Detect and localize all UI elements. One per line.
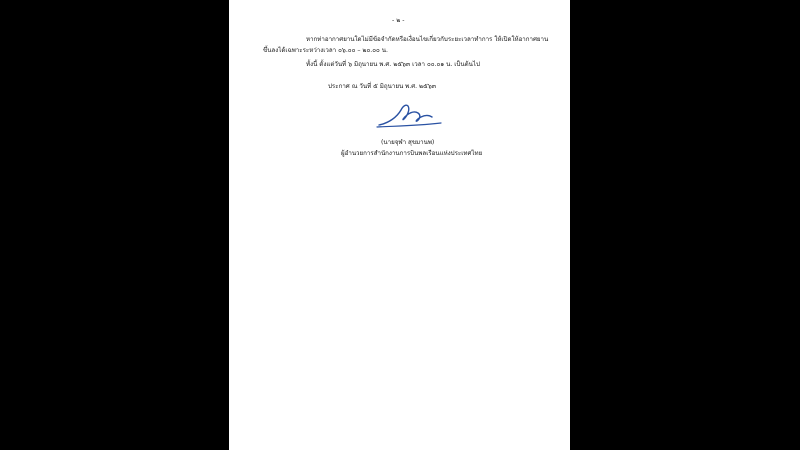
page-number: - ๒ -: [392, 17, 405, 24]
signature-stroke-underline: [377, 123, 441, 127]
paragraph-2: ทั้งนี้ ตั้งแต่วันที่ ๖ มิถุนายน พ.ศ. ๒๕๖๓ เวลา ๐๐.๐๑ น. เป็นต้นไป: [306, 61, 480, 68]
signature: [375, 101, 445, 129]
signer-title: ผู้อำนวยการสำนักงานการบินพลเรือนแห่งประเทศไทย: [341, 150, 483, 157]
signature-stroke-main: [379, 105, 432, 125]
paragraph-1-line-2: ขึ้นลงได้เฉพาะระหว่างเวลา ๐๖.๐๐ – ๒๐.๐๐ น.: [263, 47, 388, 54]
paragraph-1-line-1: หากท่าอากาศยานใดไม่มีข้อจำกัดหรือเงื่อนไขเกี่ยวกับระยะเวลาทำการ ให้เปิดให้อากาศยาน: [306, 36, 549, 43]
document-page: [229, 0, 570, 450]
announcement-date: ประกาศ ณ วันที่ ๕ มิถุนายน พ.ศ. ๒๕๖๓: [328, 83, 436, 90]
signer-name: (นายจุฬา สุขมานพ): [381, 139, 435, 146]
